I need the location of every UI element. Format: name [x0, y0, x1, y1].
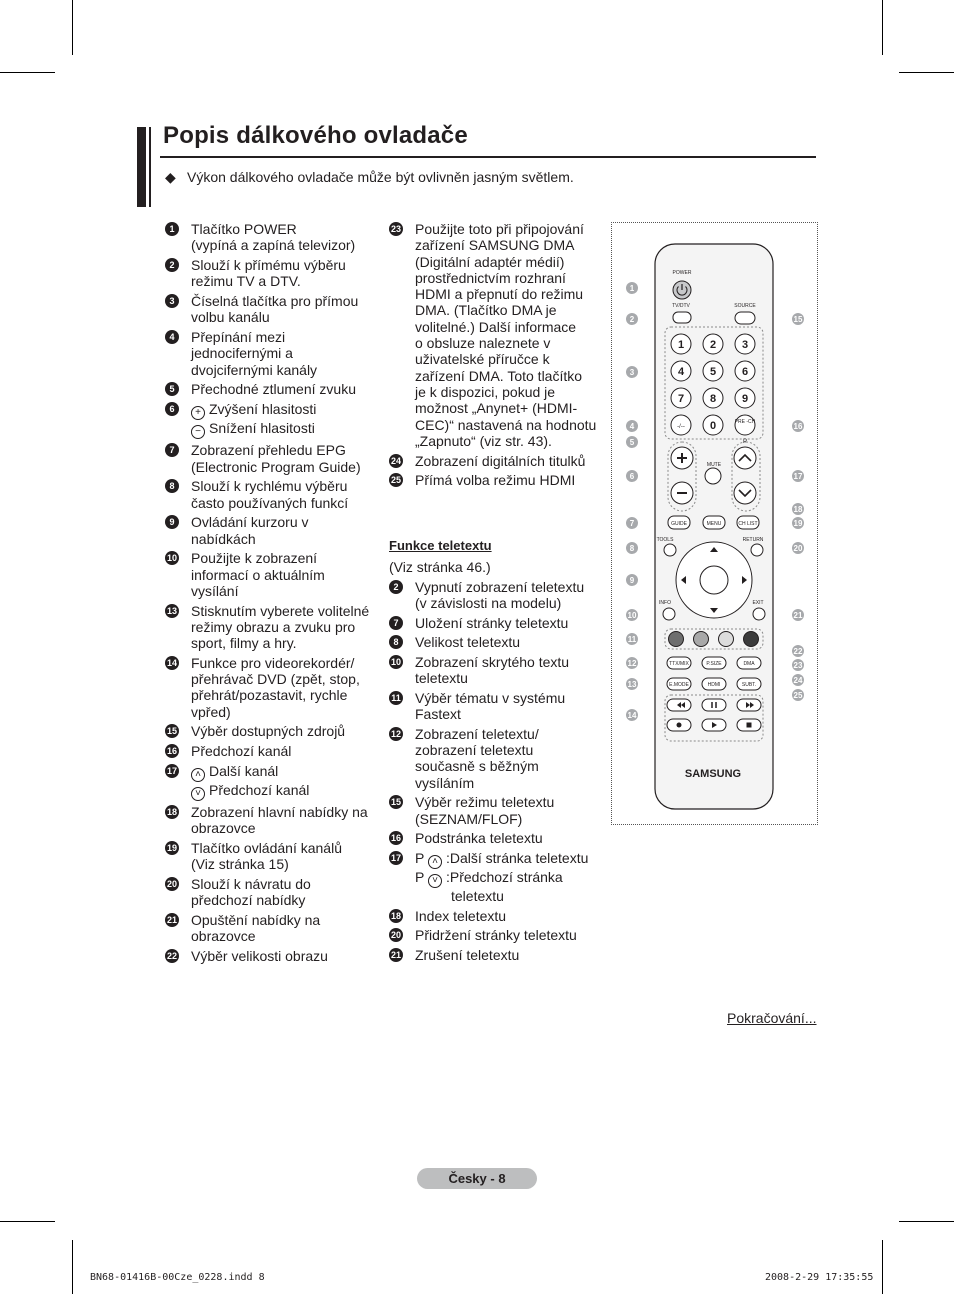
continued-link[interactable]: Pokračování...	[727, 1010, 817, 1026]
footer-timestamp: 2008-2-29 17:35:55	[765, 1272, 874, 1283]
callout-number: 4	[629, 422, 635, 431]
list-item	[165, 401, 380, 439]
list-item	[389, 726, 604, 791]
item-text-line: (Electronic Program Guide)	[191, 458, 361, 475]
item-text-line: :Předchozí stránka	[445, 869, 563, 886]
note-text: Výkon dálkového ovladače může být ovlivněn jasným světlem.	[187, 169, 574, 185]
footer-file-info: BN68-01416B-00Cze_0228.indd 8	[90, 1272, 265, 1283]
left-column	[165, 221, 380, 968]
tvdtv-label: TV/DTV	[672, 303, 690, 309]
item-number-badge: 10	[166, 553, 177, 564]
page-title: Popis dálkového ovladače	[163, 122, 468, 149]
item-number-badge: 8	[389, 635, 403, 649]
item-text-line: „Zapnuto“ (viz str. 43).	[415, 432, 552, 449]
item-text-line: Slouží k přímému výběru	[191, 256, 346, 273]
item-text-line: HDMI a přepnutí do režimu	[415, 286, 584, 303]
item-text-line: CEC)“ nastavená na hodnotu	[415, 416, 597, 433]
item-text-line: volitelné.) Další informace	[415, 318, 577, 335]
item-number-badge: 4	[165, 330, 179, 344]
item-text-line: (v závislosti na modelu)	[415, 594, 562, 611]
item-text-line: Podstránka teletextu	[415, 830, 543, 847]
item-number-badge: 2	[389, 580, 403, 594]
item-text-line: (SEZNAM/FLOF)	[415, 810, 523, 827]
callout-number: 11	[627, 635, 637, 644]
list-item	[389, 579, 604, 612]
item-text-line: Zobrazení teletextu/	[415, 725, 539, 742]
channel-down-line	[191, 782, 380, 801]
list-item	[165, 221, 380, 254]
item-text-line: Výběr tématu v systému	[415, 689, 566, 706]
list-item	[389, 221, 604, 449]
item-text-line: často používaných funkcí	[191, 494, 349, 511]
callout-number: 19	[793, 519, 803, 528]
item-number-badge: 21	[166, 915, 177, 926]
page-up-line	[415, 850, 604, 869]
item-number-badge: 13	[166, 605, 177, 616]
pre-ch-label: PRE -CH	[734, 419, 756, 425]
item-number-badge: 7	[389, 616, 403, 630]
title-bar-decoration	[149, 127, 151, 207]
callout-number: 16	[793, 422, 803, 431]
item-number-badge: 6	[165, 402, 179, 416]
list-item	[165, 603, 380, 652]
item-text-line: (Viz stránka 15)	[191, 856, 289, 873]
guide-label: GUIDE	[671, 521, 687, 527]
callout-number: 24	[793, 676, 803, 685]
dash-label: -/--	[677, 424, 685, 430]
mute-button	[705, 468, 721, 484]
callout-number: 15	[793, 315, 803, 324]
item-number-badge: 5	[165, 382, 179, 396]
callout-number: 18	[793, 505, 803, 514]
item-text-line: zařízení SAMSUNG DMA	[415, 237, 575, 254]
item-text-line: vysíláním	[415, 774, 475, 791]
callout-number: 12	[627, 659, 637, 668]
minus-icon: −	[191, 425, 205, 439]
item-text-line: uživatelské příručce k	[415, 351, 550, 368]
list-item	[165, 514, 380, 547]
callout-number: 2	[629, 315, 635, 324]
item-text-line: Předchozí kanál	[191, 743, 292, 760]
callout-number: 13	[627, 680, 637, 689]
remote-illustration-frame	[611, 222, 818, 825]
crop-mark	[882, 1240, 883, 1294]
list-item	[165, 329, 380, 378]
callout-number: 3	[629, 368, 635, 377]
crop-mark	[882, 0, 883, 55]
exit-label: EXIT	[752, 600, 764, 606]
item-text-line: Stisknutím vyberete volitelné	[191, 602, 370, 619]
channel-up-line	[191, 763, 380, 782]
list-item	[165, 743, 380, 759]
item-number-badge: 2	[165, 258, 179, 272]
brand-logo: SAMSUNG	[684, 768, 742, 780]
list-item	[389, 794, 604, 827]
chlist-label: CH LIST	[738, 521, 758, 527]
volume-down-line	[191, 420, 380, 439]
item-text-line: Přepínání mezi	[191, 328, 286, 345]
item-text-line: přehrávač DVD (zpět, stop,	[191, 671, 360, 688]
item-number-badge: 16	[390, 833, 401, 844]
list-item	[389, 927, 604, 943]
callout-number: 14	[627, 711, 637, 720]
list-item	[389, 634, 604, 650]
digit-label: 6	[741, 366, 749, 378]
callout-number: 1	[629, 284, 635, 293]
volume-up-line	[191, 401, 380, 420]
item-number-badge: 20	[166, 879, 177, 890]
item-text-line: Zrušení teletextu	[415, 947, 520, 964]
title-bar-decoration	[137, 127, 146, 207]
p-label: P	[415, 850, 425, 867]
item-text-line: přehrát/pozastavit, rychle	[191, 687, 348, 704]
item-text-line: současně s běžným	[415, 758, 539, 775]
item-text-line: Tlačítko ovládání kanálů	[191, 840, 342, 857]
item-number-badge: 24	[390, 455, 401, 466]
item-text-line: Snížení hlasitosti	[209, 419, 315, 436]
callout-number: 25	[793, 691, 803, 700]
item-number-badge: 9	[165, 515, 179, 529]
list-item	[165, 442, 380, 475]
list-item	[389, 908, 604, 924]
ttx-label: TTX/MIX	[669, 661, 689, 667]
item-text-line: Předchozí kanál	[209, 781, 310, 798]
teletext-heading: Funkce teletextu	[389, 537, 492, 553]
item-text-line: (vypíná a zapíná televizor)	[191, 237, 356, 254]
item-text-line: Uložení stránky teletextu	[415, 614, 569, 631]
item-text-line: sport, filmy a hry.	[191, 635, 297, 652]
return-label: RETURN	[742, 537, 764, 543]
list-item	[165, 912, 380, 945]
source-button	[735, 312, 755, 324]
list-item	[389, 472, 604, 488]
list-item	[389, 690, 604, 723]
item-number-badge: 18	[390, 910, 401, 921]
item-number-badge: 18	[166, 807, 177, 818]
list-item	[389, 615, 604, 631]
mute-label: MUTE	[706, 462, 722, 468]
list-item	[389, 947, 604, 963]
list-item	[165, 876, 380, 909]
item-text-line: obrazovce	[191, 820, 256, 837]
item-number-badge: 15	[166, 726, 177, 737]
item-text-line: teletextu	[451, 888, 504, 905]
item-number-badge: 1	[165, 222, 179, 236]
item-text-line: o obsluze naleznete v	[415, 335, 551, 352]
item-text-line: Zobrazení přehledu EPG	[191, 442, 346, 459]
list-item	[165, 550, 380, 599]
callout-number: 5	[629, 438, 635, 447]
color-key-button	[694, 632, 709, 647]
p-label: P	[415, 869, 425, 886]
hdmi-label: HDMI	[707, 682, 721, 688]
callout-number: 17	[793, 472, 803, 481]
callout-number: 22	[793, 647, 803, 656]
chevron-down-icon: ˅	[191, 787, 205, 801]
item-text-line: dvojcifernými kanály	[191, 361, 318, 378]
item-number-badge: 8	[165, 479, 179, 493]
callout-number: 23	[793, 661, 803, 670]
remote-control-illustration	[612, 223, 817, 824]
item-text-line: DMA. (Tlačítko DMA je	[415, 302, 557, 319]
item-number-badge: 7	[165, 443, 179, 457]
item-number-badge: 3	[165, 294, 179, 308]
chevron-down-icon: ˅	[428, 874, 442, 888]
item-text-line: je k dispozici, pokud je	[415, 383, 556, 400]
item-text-line: teletextu	[415, 670, 468, 687]
page-down-line	[415, 869, 604, 888]
item-text-line: Přímá volba režimu HDMI	[415, 472, 576, 489]
info-button	[663, 608, 675, 620]
item-text-line: jednocifernými a	[191, 345, 293, 362]
color-key-button	[719, 632, 734, 647]
crop-mark	[899, 72, 954, 73]
record-icon	[677, 723, 682, 728]
power-label: POWER	[672, 270, 692, 276]
item-number-badge: 20	[390, 930, 401, 941]
item-text-line: vysílání	[191, 582, 239, 599]
item-number-badge: 23	[390, 224, 401, 234]
page-number-badge: Česky - 8	[417, 1168, 537, 1189]
item-number-badge: 22	[166, 951, 177, 962]
item-text-line: Zobrazení hlavní nabídky na	[191, 804, 368, 821]
item-text-line: Přidržení stránky teletextu	[415, 927, 577, 944]
item-text-line: obrazovce	[191, 928, 256, 945]
item-text-line: zobrazení teletextu	[415, 742, 534, 759]
item-text-line: volbu kanálu	[191, 309, 270, 326]
item-text-line: Výběr velikosti obrazu	[191, 948, 328, 965]
channel-down-button	[734, 482, 756, 504]
item-number-badge: 10	[390, 656, 401, 667]
item-text-line: nabídkách	[191, 530, 256, 547]
item-text-line: Zobrazení digitálních titulků	[415, 452, 586, 469]
callout-number: 21	[793, 611, 803, 620]
exit-button	[753, 608, 765, 620]
item-text-line: možnost „Anynet+ (HDMI-	[415, 400, 578, 417]
list-item	[165, 804, 380, 837]
subt-label: SUBT.	[741, 682, 757, 688]
list-item	[165, 293, 380, 326]
item-text-line: režimy obrazu a zvuku pro	[191, 618, 356, 635]
list-item	[165, 840, 380, 873]
list-item	[165, 257, 380, 290]
item-text-line: informací o aktuálním	[191, 566, 325, 583]
item-number-badge: 19	[166, 843, 177, 854]
crop-mark	[72, 1240, 73, 1294]
dma-label: DMA	[743, 661, 755, 667]
item-text-line: Použijte k zobrazení	[191, 550, 318, 567]
diamond-icon: ◆	[165, 169, 176, 185]
pre-ch-button	[735, 415, 755, 435]
tvdtv-button	[673, 312, 691, 323]
list-item	[165, 655, 380, 720]
item-text-line: Fastext	[415, 706, 461, 723]
item-number-badge: 17	[166, 765, 177, 776]
list-item	[165, 381, 380, 397]
digit-label: 0	[709, 420, 717, 432]
chevron-up-icon: ˄	[191, 768, 205, 782]
item-text-line: Vypnutí zobrazení teletextu	[415, 578, 585, 595]
info-label: INFO	[659, 600, 671, 606]
item-text-line: Slouží k rychlému výběru	[191, 478, 348, 495]
teletext-reference: (Viz stránka 46.)	[389, 559, 491, 576]
channel-up-button	[734, 447, 756, 469]
digit-label: 9	[741, 393, 749, 405]
item-text-line: Přechodné ztlumení zvuku	[191, 381, 356, 398]
callout-number: 10	[627, 611, 637, 620]
dpad-enter	[700, 566, 728, 594]
stop-icon	[747, 723, 752, 728]
digit-label: 3	[741, 339, 749, 351]
item-text-line: Použijte toto při připojování	[415, 221, 584, 237]
note	[165, 169, 574, 186]
list-item	[389, 830, 604, 846]
item-number-badge: 25	[390, 475, 401, 486]
item-text-line: (Digitální adaptér médií)	[415, 253, 565, 270]
callout-number: 7	[629, 519, 635, 528]
crop-mark	[0, 72, 55, 73]
callout-number: 8	[629, 544, 635, 553]
return-button	[751, 544, 763, 556]
plus-icon: +	[191, 406, 205, 420]
digit-label: 2	[709, 339, 717, 351]
item-text-line: Ovládání kurzoru v	[191, 514, 309, 531]
tools-button	[664, 544, 676, 556]
item-text-line: vpřed)	[191, 703, 231, 720]
p-label: P	[742, 439, 748, 445]
color-key-button	[744, 632, 759, 647]
list-item	[389, 850, 604, 904]
digit-label: 4	[677, 366, 685, 378]
item-number-badge: 15	[390, 797, 401, 808]
list-item	[165, 723, 380, 739]
tools-label: TOOLS	[656, 537, 674, 543]
item-text-line: Opuštění nabídky na	[191, 912, 321, 929]
callout-number: 6	[629, 472, 635, 481]
menu-label: MENU	[706, 521, 722, 527]
source-label: SOURCE	[734, 303, 756, 309]
item-text-line: Výběr režimu teletextu	[415, 794, 555, 811]
item-number-badge: 11	[389, 691, 403, 705]
digit-label: 8	[709, 393, 717, 405]
callout-number: 9	[629, 576, 635, 585]
list-item	[389, 654, 604, 687]
psize-label: P.SIZE	[706, 661, 722, 667]
digit-label: 5	[709, 366, 717, 378]
item-text-line: Slouží k návratu do	[191, 876, 311, 893]
item-number-badge: 21	[390, 950, 401, 961]
item-text-line: režimu TV a DTV.	[191, 273, 301, 290]
spacer	[389, 492, 604, 538]
item-text-line: Funkce pro videorekordér/	[191, 654, 355, 671]
list-item	[165, 478, 380, 511]
crop-mark	[72, 0, 73, 55]
item-text-line: :Další stránka teletextu	[445, 850, 589, 867]
middle-column	[389, 221, 604, 967]
list-item	[389, 453, 604, 469]
list-item	[165, 948, 380, 964]
color-key-button	[669, 632, 684, 647]
item-text-line: zařízení DMA. Toto tlačítko	[415, 367, 583, 384]
crop-mark	[0, 1221, 55, 1222]
item-text-line: Tlačítko POWER	[191, 221, 297, 237]
item-text-line: prostřednictvím rozhraní	[415, 269, 566, 286]
item-text-line: Výběr dostupných zdrojů	[191, 723, 346, 740]
callout-number: 20	[793, 544, 803, 553]
transport-button	[702, 699, 726, 711]
item-number-badge: 17	[390, 853, 401, 864]
item-text-line: Číselná tlačítka pro přímou	[191, 292, 359, 309]
crop-mark	[899, 1221, 954, 1222]
list-item	[165, 763, 380, 801]
item-text-line: Index teletextu	[415, 907, 507, 924]
item-number-badge: 16	[166, 746, 177, 757]
emode-label: E.MODE	[669, 682, 689, 688]
chevron-up-icon: ˄	[428, 855, 442, 869]
item-number-badge: 12	[390, 728, 401, 739]
item-text-line: Velikost teletextu	[415, 634, 521, 651]
title-underline	[160, 156, 816, 158]
digit-label: 7	[677, 393, 685, 405]
digit-label: 1	[677, 339, 685, 351]
item-number-badge: 14	[166, 657, 177, 668]
item-text-line: Zobrazení skrytého textu	[415, 653, 570, 670]
item-text-line: Další kanál	[209, 762, 279, 779]
item-text-line: Zvýšení hlasitosti	[209, 400, 317, 417]
item-text-line: předchozí nabídky	[191, 892, 306, 909]
